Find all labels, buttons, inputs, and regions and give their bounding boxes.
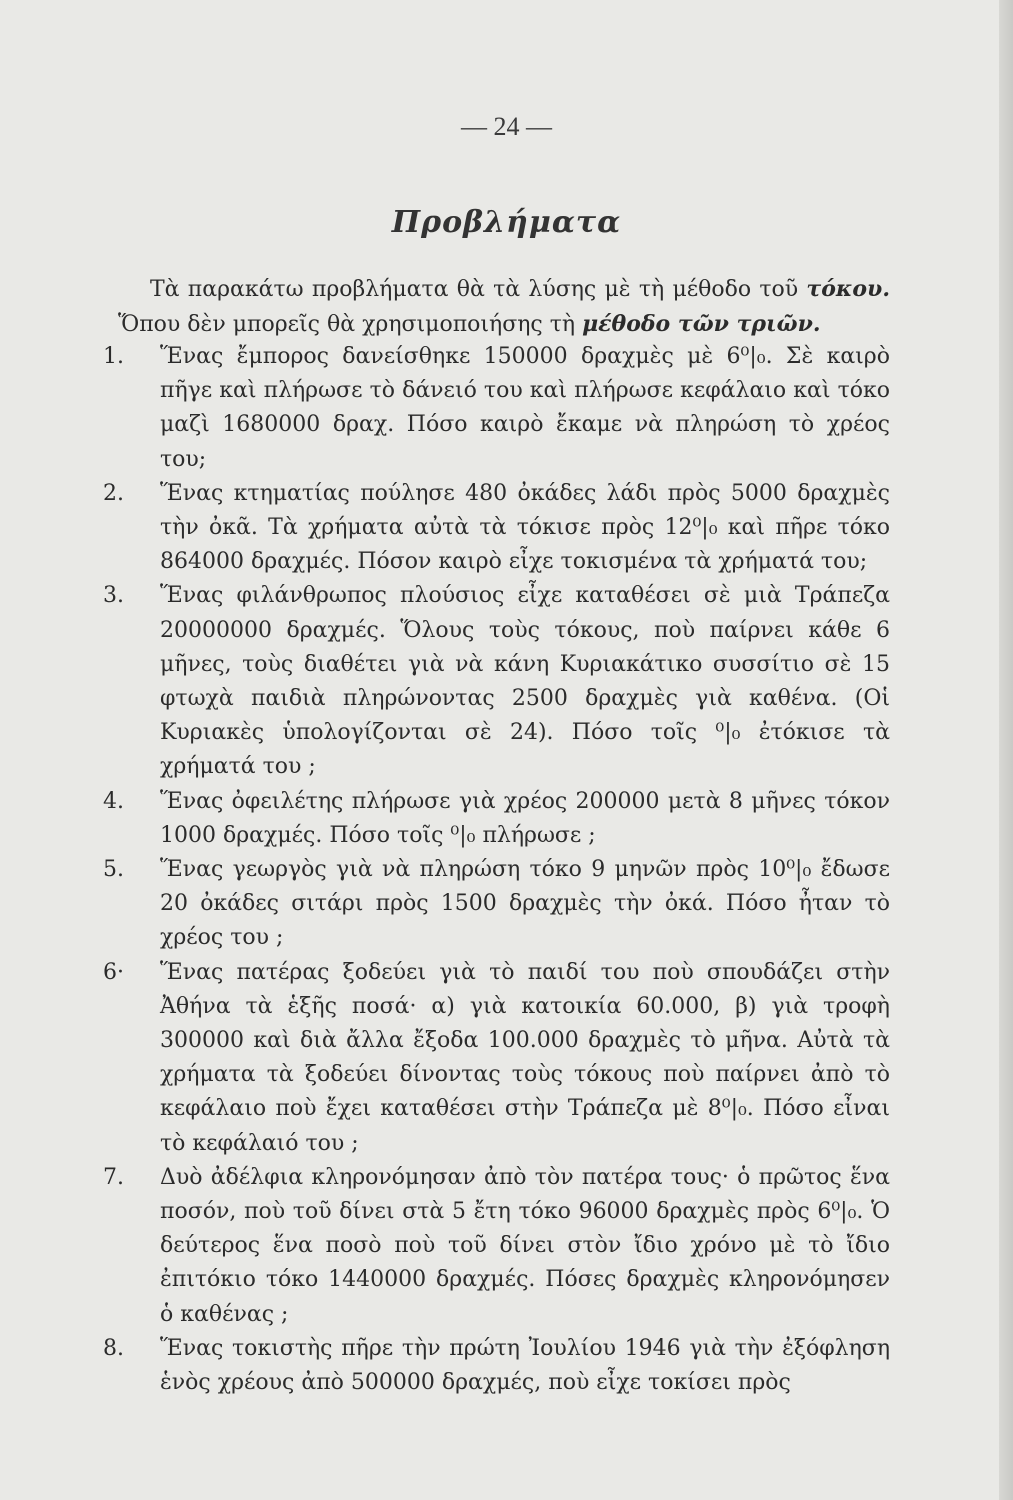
problem-text: Ἕνας τοκιστὴς πῆρε τὴν πρώτη Ἰουλίου 1946 γιὰ τὴν ἐξόφληση ἑνὸς χρέους ἀπὸ 500000 δραχμές, ποὺ εἶχε τοκίσει πρὸς	[160, 1335, 890, 1396]
problem-item	[103, 956, 890, 1161]
intro-emphasis-2: μέθοδο τῶν τριῶν.	[582, 311, 821, 337]
problem-item	[103, 477, 890, 580]
intro-paragraph	[118, 272, 890, 342]
problem-number: 6·	[103, 959, 124, 985]
problem-number: 7.	[103, 1164, 124, 1190]
intro-text-2: Ὅπου δὲν μπορεῖς θὰ χρησιμοποιήσης τὴ	[118, 312, 583, 337]
problem-number: 2.	[103, 480, 124, 506]
problem-number: 1.	[103, 344, 124, 369]
problem-item	[103, 340, 890, 477]
problem-number: 8.	[103, 1335, 124, 1361]
problem-item	[103, 1161, 890, 1332]
problem-number: 4.	[103, 788, 124, 814]
problem-number: 5.	[103, 857, 124, 883]
problem-text: Ἕνας γεωργὸς γιὰ νὰ πληρώση τόκο 9 μηνῶν πρὸς 10⁰|₀ ἔδωσε 20 ὀκάδες σιτάρι πρὸς 1500 δραχμὲς τὴν ὀκά. Πόσο ἦταν τὸ χρέος του ;	[160, 857, 890, 951]
problem-text: Ἕνας φιλάνθρωπος πλούσιος εἶχε καταθέσει σὲ μιὰ Τράπεζα 20000000 δραχμές. Ὅλους τοὺς τόκους, ποὺ παίρνει κάθε 6 μῆνες, τοὺς διαθέτει γιὰ νὰ κάνη Κυριακάτικο συσσίτιο σὲ 15 φτωχὰ παιδιὰ πληρώνοντας 2500 δραχμὲς γιὰ καθένα. (Οἱ Κυριακὲς ὑπολογίζονται σὲ 24). Πόσο τοῖς ⁰|₀ ἐτόκισε τὰ χρήματά του ;	[160, 583, 890, 780]
intro-emphasis-1: τόκου.	[806, 276, 890, 302]
problem-item	[103, 579, 890, 784]
intro-text-1: Τὰ παρακάτω προβλήματα θὰ τὰ λύσης μὲ τὴ μέθοδο τοῦ	[150, 277, 807, 302]
problem-text: Ἕνας κτηματίας πούλησε 480 ὀκάδες λάδι πρὸς 5000 δραχμὲς τὴν ὀκᾶ. Τὰ χρήματα αὐτὰ τὰ τόκισε πρὸς 12⁰|₀ καὶ πῆρε τόκο 864000 δραχμές. Πόσον καιρὸ εἶχε τοκισμένα τὰ χρήματά του;	[160, 480, 890, 575]
problem-text: Ἕνας ὀφειλέτης πλήρωσε γιὰ χρέος 200000 μετὰ 8 μῆνες τόκον 1000 δραχμές. Πόσο τοῖς ⁰|₀ πλήρωσε ;	[160, 788, 890, 848]
problem-number: 3.	[103, 583, 124, 609]
problem-item	[103, 1332, 890, 1400]
section-title: Προβλήματα	[391, 205, 622, 240]
problem-list	[103, 340, 890, 1400]
problem-text: Ἕνας ἔμπορος δανείσθηκε 150000 δραχμὲς μὲ 6⁰|₀. Σὲ καιρὸ πῆγε καὶ πλήρωσε τὸ δάνειό του καὶ πλήρωσε κεφάλαιο καὶ τόκο μαζὶ 1680000 δραχ. Πόσο καιρὸ ἔκαμε νὰ πληρώση τὸ χρέος του;	[160, 344, 890, 472]
problem-text: Ἕνας πατέρας ξοδεύει γιὰ τὸ παιδί του ποὺ σπουδάζει στὴν Ἀθήνα τὰ ἑξῆς ποσά· α) γιὰ κατοικία 60.000, β) γιὰ τροφὴ 300000 καὶ διὰ ἄλλα ἔξοδα 100.000 δραχμὲς τὸ μῆνα. Αὐτὰ τὰ χρήματα τὰ ξοδεύει δίνοντας τοὺς τόκους ποὺ παίρνει ἀπὸ τὸ κεφάλαιο ποὺ ἔχει καταθέσει στὴν Τράπεζα μὲ 8⁰|₀. Πόσο εἶναι τὸ κεφάλαιό του ;	[160, 959, 890, 1156]
problem-item	[103, 785, 890, 853]
problem-item	[103, 853, 890, 956]
problem-text: Δυὸ ἀδέλφια κληρονόμησαν ἀπὸ τὸν πατέρα τους· ὁ πρῶτος ἕνα ποσόν, ποὺ τοῦ δίνει στὰ 5 ἔτη τόκο 96000 δραχμὲς πρὸς 6⁰|₀. Ὁ δεύτερος ἕνα ποσὸ ποὺ τοῦ δίνει στὸν ἴδιο χρόνο μὲ τὸ ἴδιο ἐπιτόκιο τόκο 1440000 δραχμές. Πόσες δραχμὲς κληρονόμησεν ὁ καθένας ;	[160, 1164, 890, 1327]
page-number: — 24 —	[461, 112, 552, 141]
